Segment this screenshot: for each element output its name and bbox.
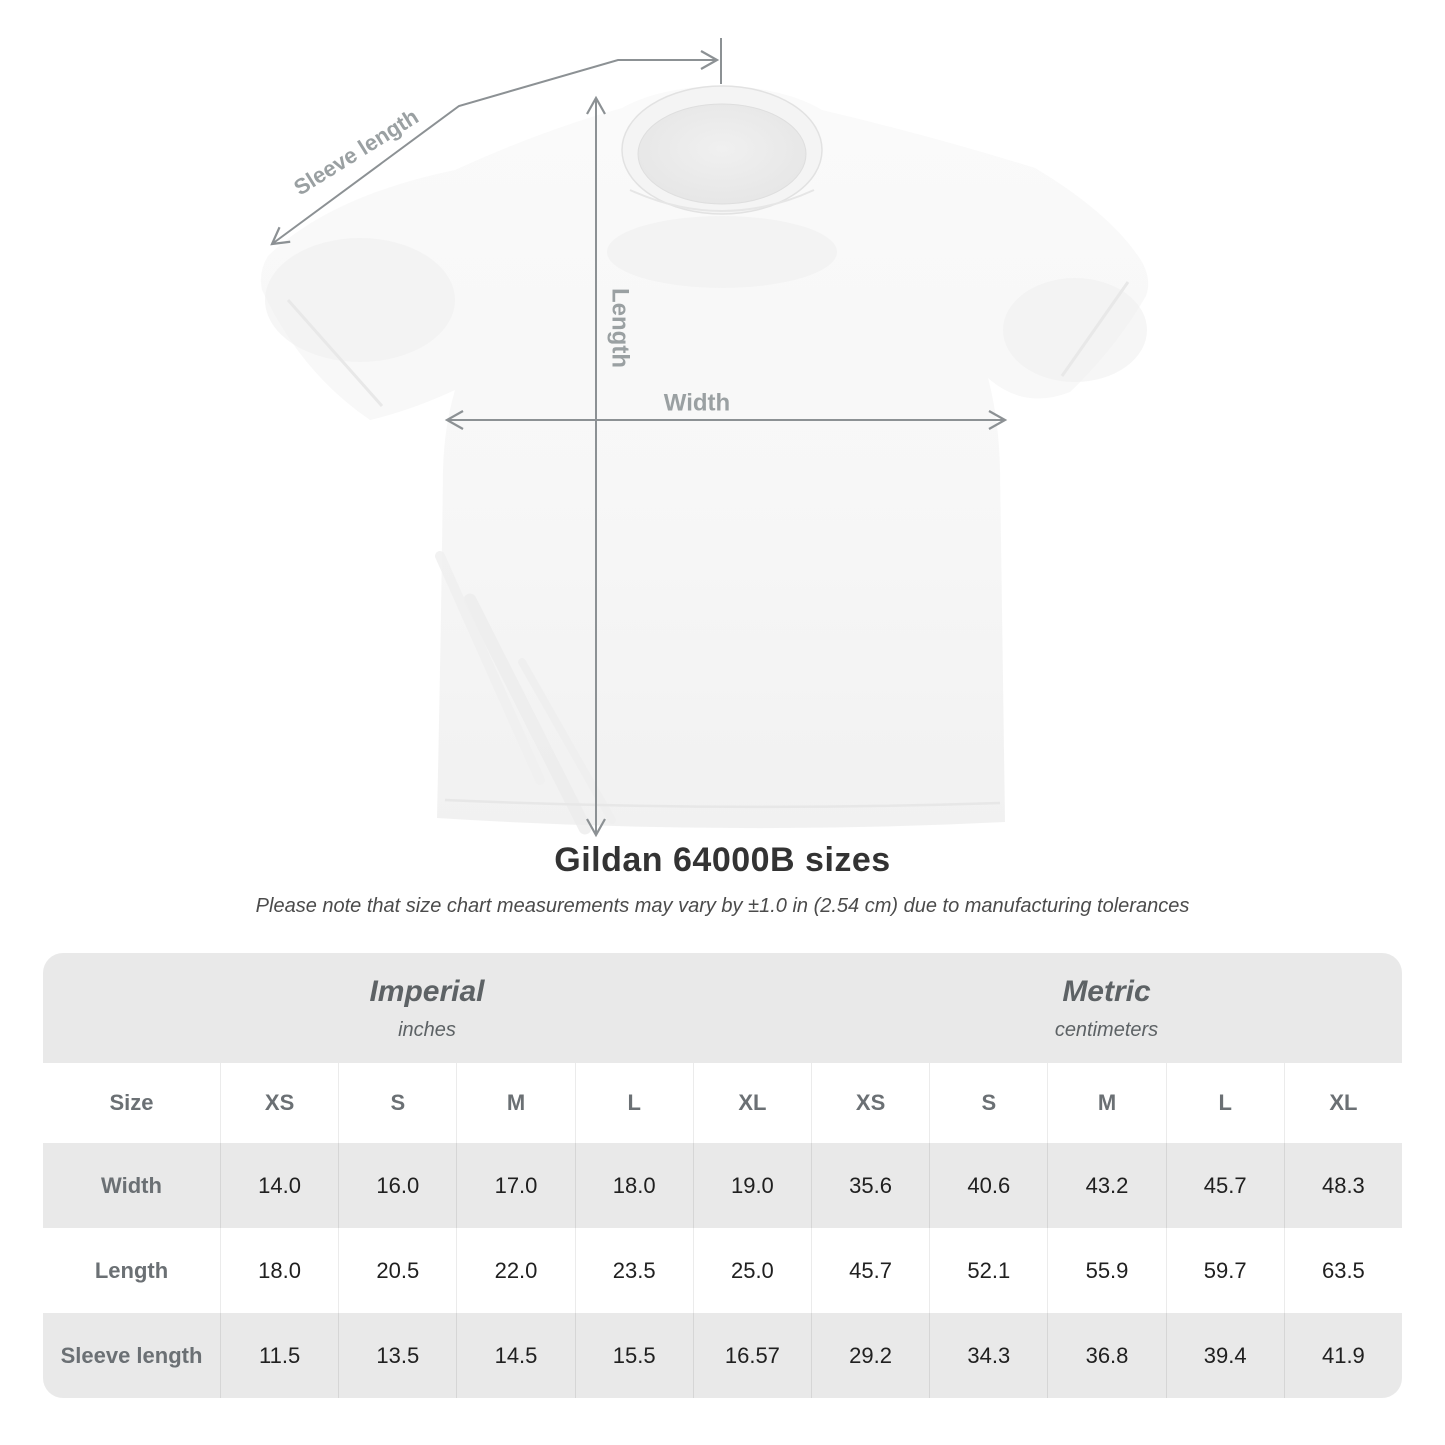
tolerance-note: Please note that size chart measurements may vary by ±1.0 in (2.54 cm) due to manufacturing tolerances [255,895,1190,917]
size-col-header-metric-xs: XS [811,1063,929,1143]
row-header-sleeve-length: Sleeve length [60,1342,203,1368]
table-cell: 41.9 [1284,1313,1402,1398]
chest-shade [607,216,837,288]
table-cell: 22.0 [456,1228,574,1313]
table-cell: 16.0 [338,1143,456,1228]
table-row-width [43,1143,1402,1228]
length-label: Length [606,288,634,368]
table-cell: 14.5 [456,1313,574,1398]
size-col-header-metric-xl: XL [1284,1063,1402,1143]
row-header-width: Width [101,1172,162,1198]
size-col-header-imperial-m: M [456,1063,574,1143]
table-cell: 45.7 [811,1228,929,1313]
table-cell: 14.0 [220,1143,338,1228]
table-cell: 18.0 [575,1143,693,1228]
table-cell: 25.0 [693,1228,811,1313]
table-cell: 35.6 [811,1143,929,1228]
table-cell: 29.2 [811,1313,929,1398]
collar-opening [638,104,806,204]
table-cell: 59.7 [1166,1228,1284,1313]
size-table [43,953,1402,1398]
size-col-header-metric-s: S [929,1063,1047,1143]
table-cell: 45.7 [1166,1143,1284,1228]
imperial-header-group [43,953,811,1063]
table-cell: 39.4 [1166,1313,1284,1398]
size-col-header-metric-m: M [1047,1063,1165,1143]
table-cell: 36.8 [1047,1313,1165,1398]
table-cell: 13.5 [338,1313,456,1398]
size-col-header-imperial-l: L [575,1063,693,1143]
size-col-header-imperial-s: S [338,1063,456,1143]
imperial-label: Imperial [369,974,485,1008]
size-col-header-imperial-xl: XL [693,1063,811,1143]
table-cell: 52.1 [929,1228,1047,1313]
table-cell: 34.3 [929,1313,1047,1398]
table-cell: 55.9 [1047,1228,1165,1313]
size-corner-header: Size [109,1090,154,1115]
table-cell: 19.0 [693,1143,811,1228]
sleeve-length-label: Sleeve length [289,103,423,201]
row-header-length: Length [94,1257,169,1283]
table-cell: 17.0 [456,1143,574,1228]
tshirt-graphic [261,86,1148,828]
table-row-length [43,1228,1402,1313]
size-col-header-imperial-xs: XS [220,1063,338,1143]
table-cell: 40.6 [929,1143,1047,1228]
table-cell: 11.5 [220,1313,338,1398]
table-cell: 16.57 [693,1313,811,1398]
metric-label: Metric [1062,974,1151,1008]
metric-header-group [811,953,1402,1063]
unit-header-band [43,953,1402,1063]
metric-unit-label: centimeters [1054,1018,1159,1041]
page-title: Gildan 64000B sizes [554,841,891,879]
table-cell: 23.5 [575,1228,693,1313]
right-sleeve-shade [1003,278,1147,382]
size-header-row [43,1063,1402,1143]
table-cell: 63.5 [1284,1228,1402,1313]
table-cell: 18.0 [220,1228,338,1313]
imperial-unit-label: inches [398,1018,456,1041]
table-cell: 43.2 [1047,1143,1165,1228]
table-row-sleeve-length [43,1313,1402,1398]
table-cell: 15.5 [575,1313,693,1398]
size-col-header-metric-l: L [1166,1063,1284,1143]
table-cell: 48.3 [1284,1143,1402,1228]
table-cell: 20.5 [338,1228,456,1313]
left-sleeve-shade [265,238,455,362]
width-label: Width [663,389,731,417]
